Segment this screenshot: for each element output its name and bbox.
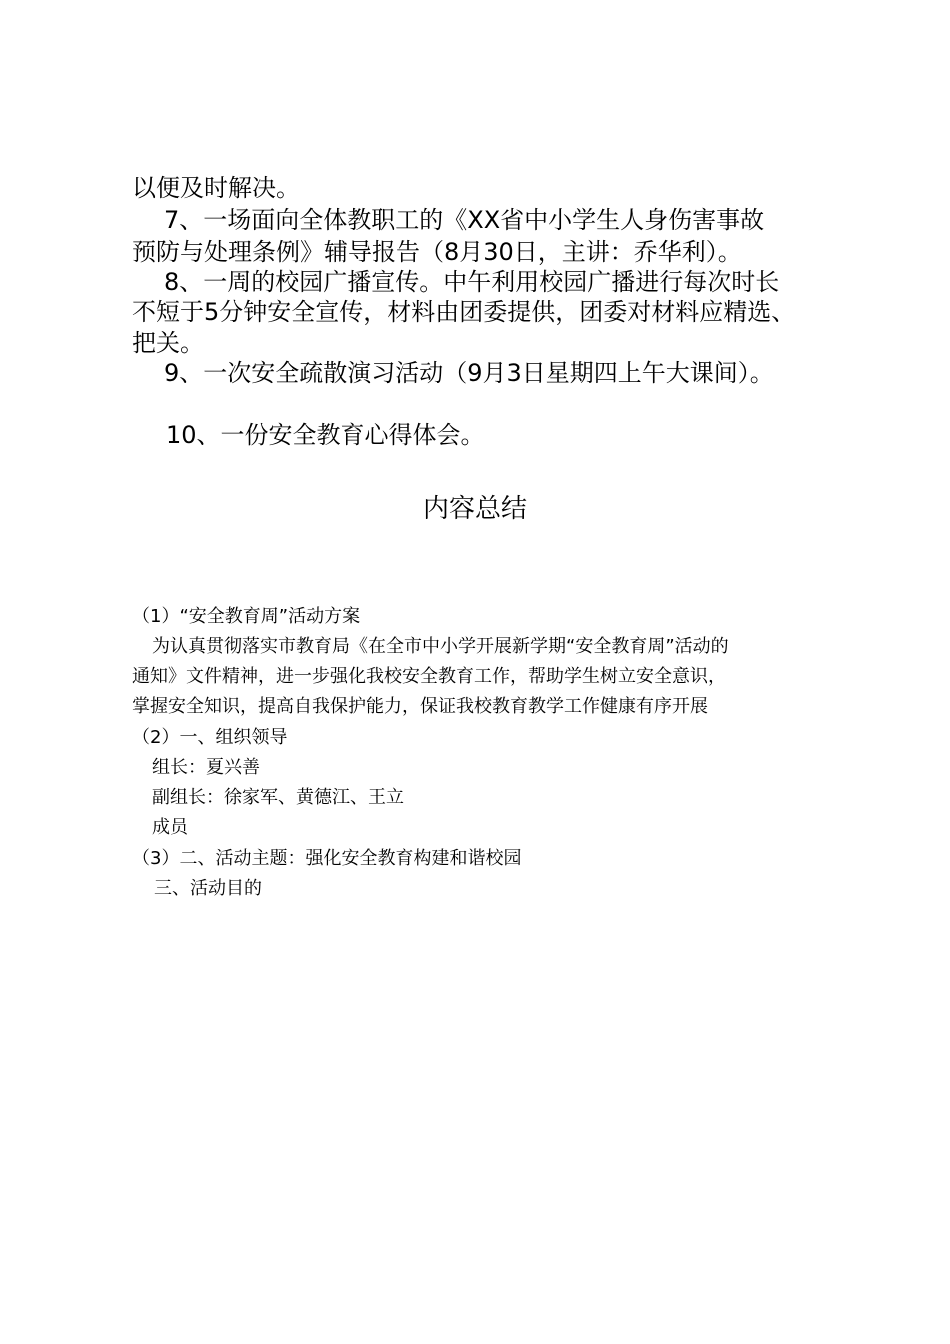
deputy-leader-line: 副组长：徐家军、黄德江、王立 xyxy=(152,787,404,808)
item-9-line: 9、一次安全疏散演习活动（9月3日星期四上午大课间）。 xyxy=(164,359,774,387)
section-2-heading: （2）一、组织领导 xyxy=(132,727,288,748)
members-line: 成员 xyxy=(152,817,188,838)
item-8-line: 8、一周的校园广播宣传。中午利用校园广播进行每次时长 xyxy=(164,268,780,296)
section-1-line: 通知》文件精神，进一步强化我校安全教育工作，帮助学生树立安全意识， xyxy=(132,666,726,687)
item-7-line: 7、一场面向全体教职工的《XX省中小学生人身伤害事故 xyxy=(164,206,765,234)
section-1-line: 为认真贯彻落实市教育局《在全市中小学开展新学期“安全教育周”活动的 xyxy=(152,636,729,657)
summary-title: 内容总结 xyxy=(422,494,527,524)
item-8-line: 把关。 xyxy=(132,329,204,357)
leader-line: 组长：夏兴善 xyxy=(152,757,260,778)
section-1-heading: （1）“安全教育周”活动方案 xyxy=(132,606,361,627)
item-8-line: 不短于5分钟安全宣传，材料由团委提供，团委对材料应精选、 xyxy=(132,298,796,326)
paragraph-line: 以便及时解决。 xyxy=(132,174,300,202)
item-10-line: 10、一份安全教育心得体会。 xyxy=(166,421,485,449)
section-3-heading: （3）二、活动主题：强化安全教育构建和谐校园 xyxy=(132,848,522,869)
activity-goal-line: 三、活动目的 xyxy=(154,878,262,899)
item-7-line: 预防与处理条例》辅导报告（8月30日，主讲：乔华利）。 xyxy=(132,238,742,266)
section-1-line: 掌握安全知识，提高自我保护能力，保证我校教育教学工作健康有序开展 xyxy=(132,696,708,717)
